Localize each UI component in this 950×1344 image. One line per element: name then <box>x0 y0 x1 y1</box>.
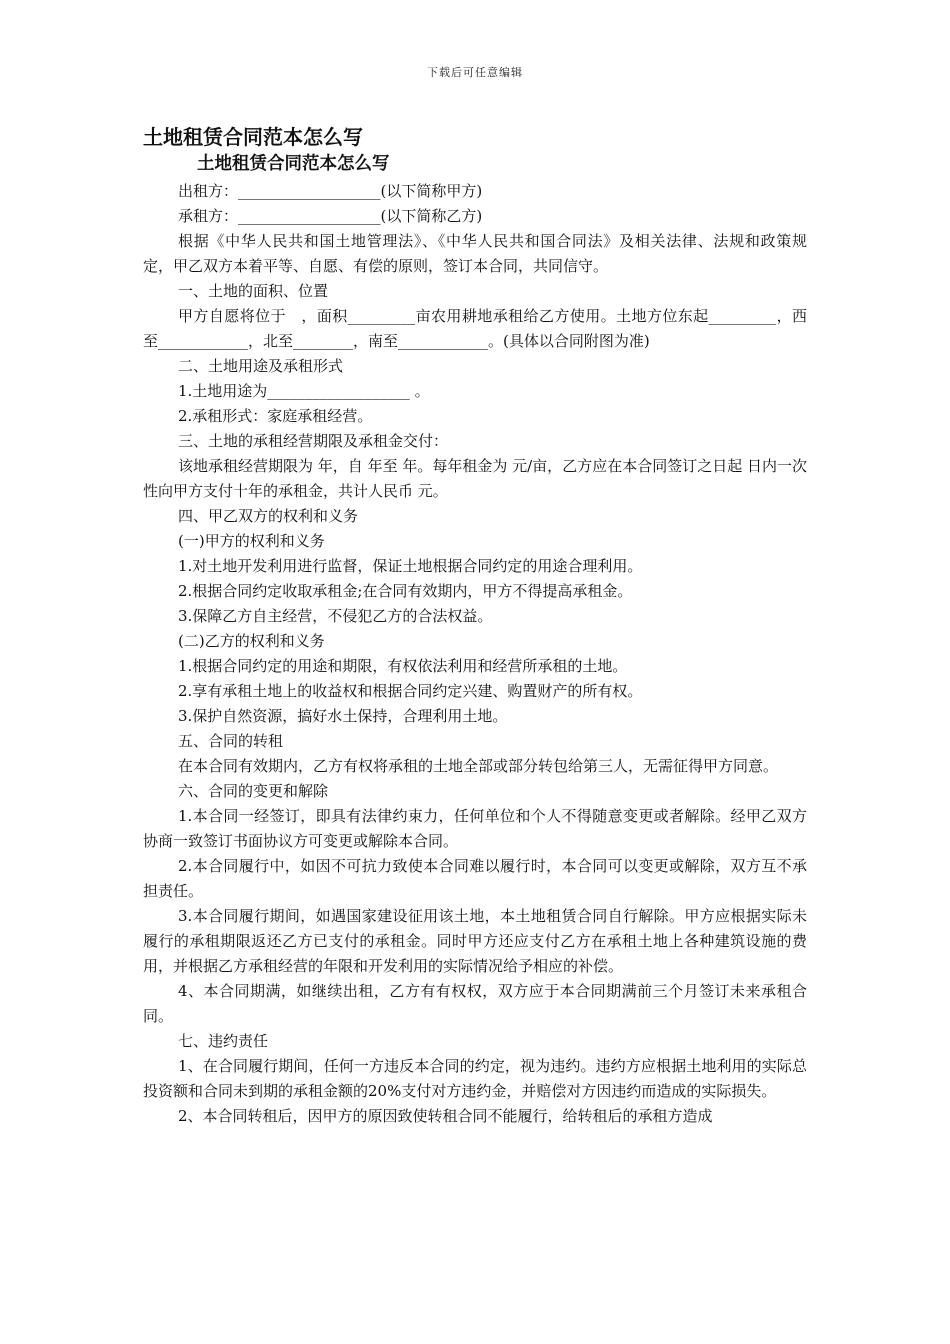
section-heading: 七、违约责任 <box>178 1032 269 1050</box>
document-body <box>143 123 807 1129</box>
clause-item: 3.保障乙方自主经营，不侵犯乙方的合法权益。 <box>178 607 493 625</box>
lease-term-paragraph: 该地承租经营期限为 年，自 年至 年。每年租金为 元/亩，乙方应在本合同签订之日起 日内一次性向甲方支付十年的承租金，共计人民币 元。 <box>143 457 807 500</box>
subsection-heading: (二)乙方的权利和义务 <box>178 632 325 650</box>
section-heading: 二、土地用途及承租形式 <box>178 357 344 375</box>
clause-item: 2.根据合同约定收取承租金;在合同有效期内，甲方不得提高承租金。 <box>178 582 633 600</box>
clause-item: 2、本合同转租后，因甲方的原因致使转租合同不能履行，给转租后的承租方造成 <box>178 1107 713 1125</box>
clause-item: 3.保护自然资源，搞好水土保持，合理利用土地。 <box>178 707 508 725</box>
section-heading: 五、合同的转租 <box>178 732 284 750</box>
document-title: 土地租赁合同范本怎么写 <box>143 125 363 149</box>
clause-item: 2.享有承租土地上的收益权和根据合同约定兴建、购置财产的所有权。 <box>178 682 643 700</box>
section-heading: 一、土地的面积、位置 <box>178 282 329 300</box>
clause-item: 1.对土地开发利用进行监督，保证土地根据合同约定的用途合理利用。 <box>178 557 643 575</box>
document-subtitle: 土地租赁合同范本怎么写 <box>197 154 390 174</box>
lessee-line: 承租方：___________________(以下简称乙方) <box>178 207 483 225</box>
section-heading: 六、合同的变更和解除 <box>178 782 329 800</box>
clause-item: 2.承租形式：家庭承租经营。 <box>178 407 373 425</box>
sublease-paragraph: 在本合同有效期内，乙方有权将承租的土地全部或部分转包给第三人，无需征得甲方同意。 <box>178 757 779 775</box>
clause-item: 1.土地用途为___________________ 。 <box>178 382 430 400</box>
clause-item: 1.本合同一经签订，即具有法律约束力，任何单位和个人不得随意变更或者解除。经甲乙双方协商一致签订书面协议方可变更或解除本合同。 <box>143 807 807 850</box>
header-note: 下载后可任意编辑 <box>427 66 523 79</box>
subsection-heading: (一)甲方的权利和义务 <box>178 532 325 550</box>
preamble-paragraph: 根据《中华人民共和国土地管理法》、《中华人民共和国合同法》及相关法律、法规和政策规定，甲乙双方本着平等、自愿、有偿的原则，签订本合同，共同信守。 <box>143 232 807 275</box>
clause-item: 4、本合同期满，如继续出租，乙方有有权权，双方应于本合同期满前三个月签订未来承租合同。 <box>143 982 807 1025</box>
section-heading: 四、甲乙双方的权利和义务 <box>178 507 359 525</box>
clause-item: 2.本合同履行中，如因不可抗力致使本合同难以履行时，本合同可以变更或解除，双方互不承担责任。 <box>143 857 807 900</box>
clause-item: 3.本合同履行期间，如遇国家建设征用该土地，本土地租赁合同自行解除。甲方应根据实际未履行的承租期限返还乙方已支付的承租金。同时甲方还应支付乙方在承租土地上各种建筑设施的费用，并根据乙方承租经营的年限和开发利用的实际情况给予相应的补偿。 <box>143 907 807 975</box>
land-location-paragraph: 甲方自愿将位于 ，面积_________亩农用耕地承租给乙方使用。土地方位东起_________，西至____________，北至________，南至____________。(具体以合同附图为准) <box>143 307 807 350</box>
section-heading: 三、土地的承租经营期限及承租金交付： <box>178 432 449 450</box>
clause-item: 1、在合同履行期间，任何一方违反本合同的约定，视为违约。违约方应根据土地利用的实际总投资额和合同未到期的承租金额的20%支付对方违约金，并赔偿对方因违约而造成的实际损失。 <box>143 1057 807 1100</box>
clause-item: 1.根据合同约定的用途和期限，有权依法利用和经营所承租的土地。 <box>178 657 628 675</box>
lessor-line: 出租方：___________________(以下简称甲方) <box>178 182 483 200</box>
